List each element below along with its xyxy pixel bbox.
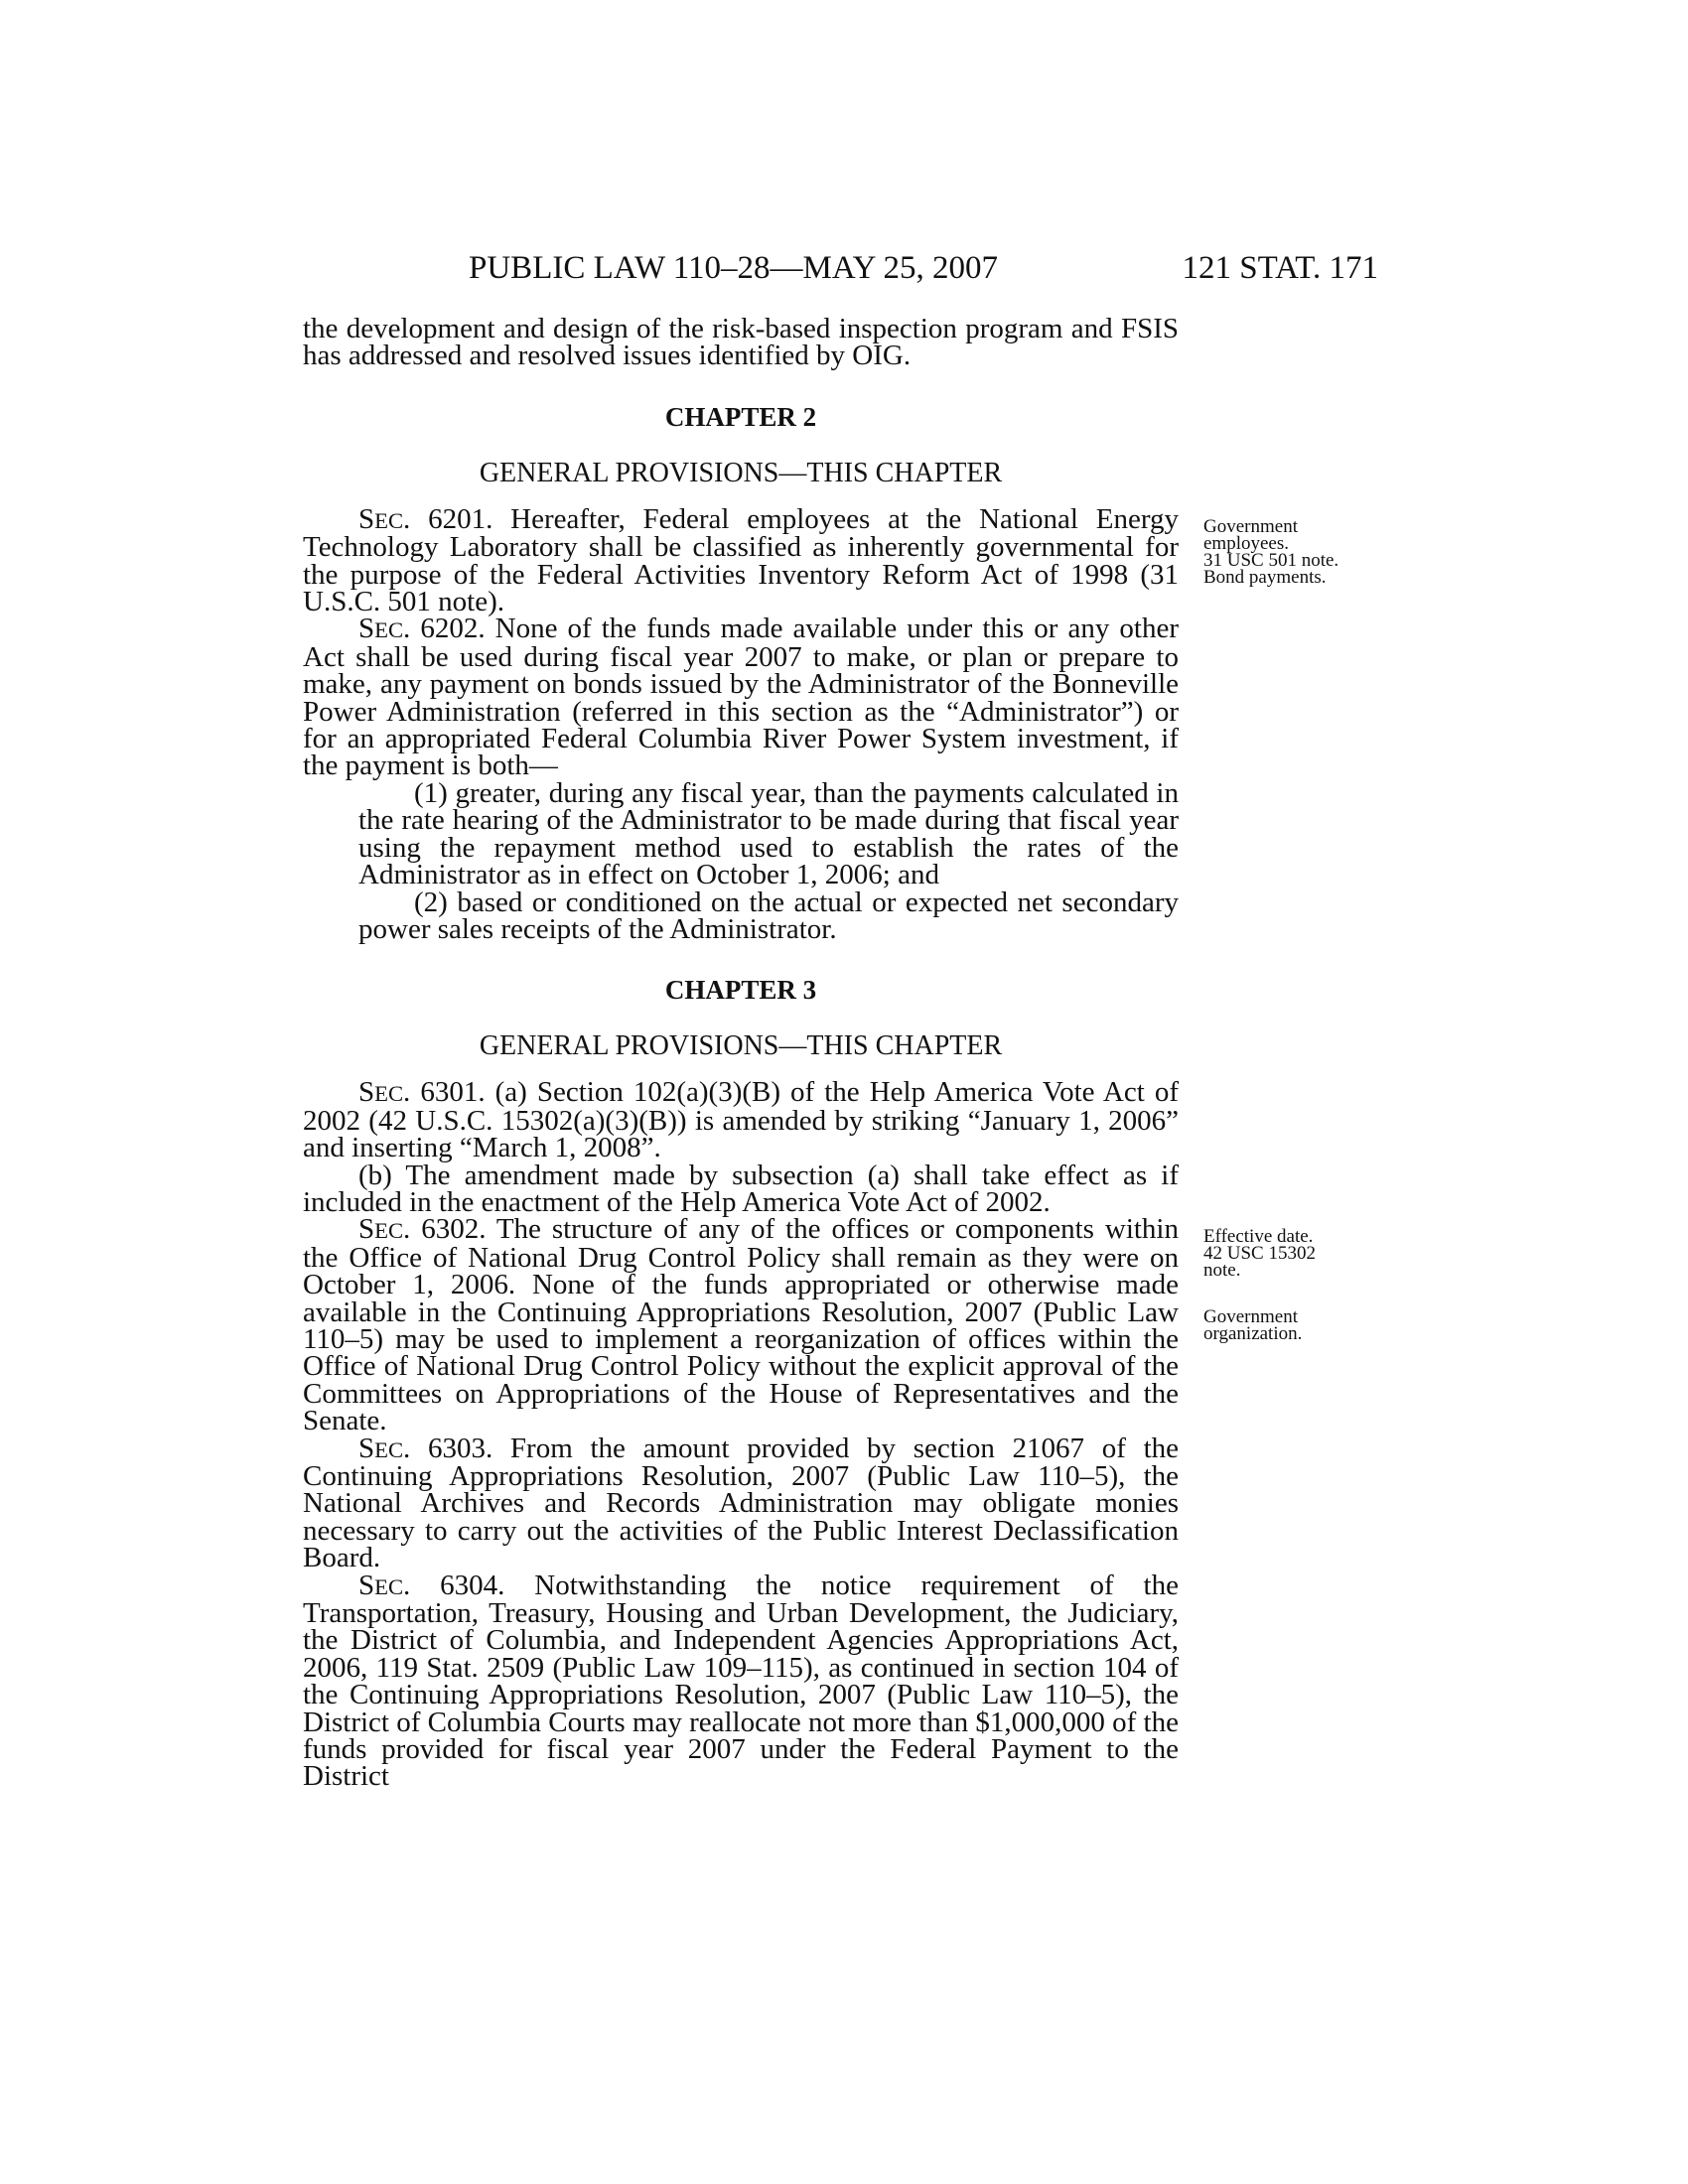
margin-note-government-organization bbox=[1203, 1308, 1302, 1342]
sec-smallcaps: EC bbox=[374, 1218, 404, 1244]
margin-note-line: Government bbox=[1203, 516, 1298, 537]
section-6301-a-text: . 6301. (a) Section 102(a)(3)(B) of the Help America Vote Act of 2002 (42 U.S.C. 15302(a)(3)(B)) is amended by striking “January 1, 2006” and inserting “March 1, 2008”. bbox=[303, 1076, 1179, 1164]
sec-smallcaps: EC bbox=[374, 1081, 404, 1107]
intro-paragraph: the development and design of the risk-based inspection program and FSIS has addressed and resolved issues identified by OIG. bbox=[303, 313, 1179, 372]
section-6303-text: . 6303. From the amount provided by section 21067 of the Continuing Appropriations Resolution, 2007 (Public Law 110–5), the National Archives and Records Administration may obligate monies necessary to carry out the activities of the Public Interest Declassification Board. bbox=[303, 1432, 1179, 1574]
margin-note-line: organization. bbox=[1203, 1323, 1303, 1344]
document-body bbox=[303, 313, 1179, 1793]
chapter-2-subheading: GENERAL PROVISIONS—THIS CHAPTER bbox=[479, 457, 1003, 488]
margin-note-effective-date bbox=[1203, 1228, 1316, 1279]
section-6201-text: . 6201. Hereafter, Federal employees at the National Energy Technology Laboratory shall be classified as inherently governmental for the purpose of the Federal Activities Inventory Reform Act of 1998 (31 U.S.C. 501 note). bbox=[303, 502, 1179, 618]
chapter-2-heading: CHAPTER 2 bbox=[664, 401, 817, 432]
section-6302-text: . 6302. The structure of any of the offices or components within the Office of National Drug Control Policy shall remain as they were on October 1, 2006. None of the funds appropriated or otherwise made available in the Continuing Appropriations Resolution, 2007 (Public Law 110–5) may be used to implement a reorganization of offices within the Office of National Drug Control Policy without the explicit approval of the Committees on Appropriations of the House of Representatives and the Senate. bbox=[303, 1213, 1179, 1437]
chapter-3-heading: CHAPTER 3 bbox=[664, 975, 817, 1006]
section-6302: SEC. 6302. The structure of any of the offices or components within the Office of National Drug Control Policy shall remain as they were on October 1, 2006. None of the funds appropriated or otherwise made available in the Continuing Appropriations Resolution, 2007 (Public Law 110–5) may be used to implement a reorganization of offices within the Office of National Drug Control Policy without the explicit approval of the Committees on Appropriations of the House of Representatives and the Senate. bbox=[303, 1213, 1179, 1437]
margin-note-line: employees. bbox=[1203, 533, 1290, 554]
margin-note-line: Government bbox=[1203, 1306, 1298, 1327]
running-header bbox=[298, 248, 1378, 288]
margin-note-line: Effective date. bbox=[1203, 1226, 1314, 1247]
section-6301-a: SEC. 6301. (a) Section 102(a)(3)(B) of the Help America Vote Act of 2002 (42 U.S.C. 15302(a)(3)(B)) is amended by striking “January 1, 2006” and inserting “March 1, 2008”. bbox=[303, 1076, 1179, 1164]
sec-smallcaps: EC bbox=[374, 1436, 404, 1462]
section-6202-item-2: (2) based or conditioned on the actual or expected net secondary power sales receipts of the Administrator. bbox=[358, 886, 1179, 945]
section-6301-b: (b) The amendment made by subsection (a) shall take effect as if included in the enactment of the Help America Vote Act of 2002. bbox=[303, 1159, 1179, 1218]
margin-note-line: 42 USC 15302 bbox=[1203, 1243, 1316, 1264]
section-6303: SEC. 6303. From the amount provided by section 21067 of the Continuing Appropriations Resolution, 2007 (Public Law 110–5), the National Archives and Records Administration may obligate monies necessary to carry out the activities of the Public Interest Declassification Board. bbox=[303, 1432, 1179, 1574]
statute-page-number: 121 STAT. 171 bbox=[1182, 250, 1378, 286]
margin-note-line: 31 USC 501 note. bbox=[1203, 550, 1339, 571]
public-law-title: PUBLIC LAW 110–28—MAY 25, 2007 bbox=[469, 250, 999, 286]
section-6202: SEC. 6202. None of the funds made available under this or any other Act shall be used during fiscal year 2007 to make, or plan or prepare to make, any payment on bonds issued by the Administrator of the Bonneville Power Administration (referred in this section as the “Administrator”) or for an appropriated Federal Columbia River Power System investment, if the payment is both— bbox=[303, 613, 1179, 782]
margin-note-government-employees bbox=[1203, 518, 1338, 586]
sec-smallcaps: EC bbox=[374, 1573, 404, 1599]
chapter-3-subheading: GENERAL PROVISIONS—THIS CHAPTER bbox=[479, 1030, 1003, 1062]
section-6202-text: . 6202. None of the funds made available under this or any other Act shall be used during fiscal year 2007 to make, or plan or prepare to make, any payment on bonds issued by the Administrator of the Bonneville Power Administration (referred in this section as the “Administrator”) or for an appropriated Federal Columbia River Power System investment, if the payment is both— bbox=[303, 613, 1179, 782]
margin-note-line: note. bbox=[1203, 1260, 1241, 1281]
section-6304: SEC. 6304. Notwithstanding the notice requirement of the Transportation, Treasury, Housing and Urban Development, the Judiciary, the District of Columbia, and Independent Agencies Appropriations Act, 2006, 119 Stat. 2509 (Public Law 109–115), as continued in section 104 of the Continuing Appropriations Resolution, 2007 (Public Law 110–5), the District of Columbia Courts may reallocate not more than $1,000,000 of the funds provided for fiscal year 2007 under the Federal Payment to the District bbox=[303, 1569, 1179, 1793]
sec-smallcaps: EC bbox=[374, 507, 404, 533]
section-6201: SEC. 6201. Hereafter, Federal employees at the National Energy Technology Laboratory shall be classified as inherently governmental for the purpose of the Federal Activities Inventory Reform Act of 1998 (31 U.S.C. 501 note). bbox=[303, 502, 1179, 618]
margin-note-line: Bond payments. bbox=[1203, 567, 1327, 588]
sec-smallcaps: EC bbox=[374, 617, 404, 643]
section-6304-text: . 6304. Notwithstanding the notice requirement of the Transportation, Treasury, Housing and Urban Development, the Judiciary, the District of Columbia, and Independent Agencies Appropriations Act, 2006, 119 Stat. 2509 (Public Law 109–115), as continued in section 104 of the Continuing Appropriations Resolution, 2007 (Public Law 110–5), the District of Columbia Courts may reallocate not more than $1,000,000 of the funds provided for fiscal year 2007 under the Federal Payment to the District bbox=[303, 1569, 1179, 1793]
section-6202-item-1: (1) greater, during any fiscal year, than the payments calculated in the rate hearing of the Administrator to be made during that fiscal year using the repayment method used to establish the rates of the Administrator as in effect on October 1, 2006; and bbox=[358, 776, 1179, 891]
